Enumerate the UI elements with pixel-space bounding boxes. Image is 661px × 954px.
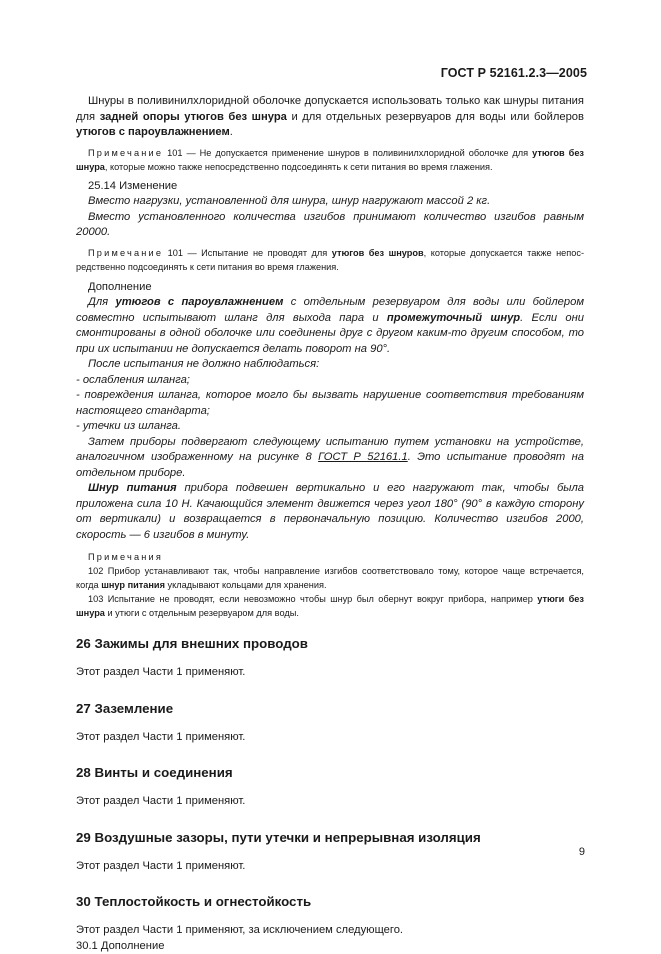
paragraph-pvc-cords: Шнуры в поливинилхлоридной оболочке допускается использовать только как шнуры питания для задней опоры утюгов без шнура и для отдельных резервуаров для воды или бойлеров утюгов с пароувлажнением. (76, 94, 584, 141)
section-26-heading: 26 Зажимы для внешних проводов (76, 636, 584, 651)
addition-paragraph-4: Шнур питания прибора подвешен вертикально и его нагружают так, чтобы была приложена сила 10 Н. Качающийся элемент движется через угол 180° (90° в каждую сторону от вертикали) и возвращается в первоначальную позицию. Количество изгибов 2000, скорость — 6 изгибов в минуту. (76, 481, 584, 543)
addition-paragraph-2: После испытания не должно наблюдаться: (76, 357, 584, 373)
document-code-header: ГОСТ Р 52161.2.3—2005 (441, 66, 587, 80)
notes-title: Примечания (76, 550, 584, 564)
section-27-heading: 27 Заземление (76, 701, 584, 716)
note-103: 103 Испытание не проводят, если невозможно чтобы шнур был обернут вокруг прибора, например утюги без шнура и утюги с отдельным резервуаром для воды. (76, 592, 584, 620)
addition-title: Дополнение (76, 280, 584, 296)
addition-list-item-1: - ослабления шланга; (76, 373, 584, 389)
addition-paragraph-3: Затем приборы подвергают следующему испытанию путем установки на устройстве, аналогичном изображенному на рисунке 8 ГОСТ Р 52161.1. Это испытание проводят на отдельном приборе. (76, 435, 584, 482)
addition-list-item-2: - повреждения шланга, которое могло бы вызвать нарушение соответствия требованиям настоящего стандарта; (76, 388, 584, 419)
addition-paragraph-1: Для утюгов с пароувлажнением с отдельным резервуаром для воды или бойлером совместно испытывают шланг для выхода пара и промежуточный шнур. Если они смонтированы в одной оболочке или соединены друг с другом каким-то другим способом, то при их испытании не допускается делать поворот на 90°. (76, 295, 584, 357)
section-26-text: Этот раздел Части 1 применяют. (76, 665, 584, 681)
section-30-heading: 30 Теплостойкость и огнестойкость (76, 894, 584, 909)
page-number: 9 (579, 846, 585, 858)
section-25-14-line-2: Вместо установленного количества изгибов принимают количество изгибов равным 20000. (76, 210, 584, 241)
section-30-1-title: 30.1 Дополнение (76, 939, 584, 954)
section-28-heading: 28 Винты и соединения (76, 765, 584, 780)
section-29-text: Этот раздел Части 1 применяют. (76, 859, 584, 875)
section-25-14-line-1: Вместо нагрузки, установленной для шнура, шнур нагружают массой 2 кг. (76, 194, 584, 210)
section-30-text: Этот раздел Части 1 применяют, за исключением следующего. (76, 923, 584, 939)
addition-list-item-3: - утечки из шланга. (76, 419, 584, 435)
note-101-test: Примечание 101 — Испытание не проводят для утюгов без шнуров, которые допускается также непосредственно подсоединять к сети питания во время глажения. (76, 246, 584, 274)
section-27-text: Этот раздел Части 1 применяют. (76, 730, 584, 746)
gost-reference-link[interactable]: ГОСТ Р 52161.1 (318, 451, 408, 463)
section-28-text: Этот раздел Части 1 применяют. (76, 794, 584, 810)
section-25-14-title: 25.14 Изменение (76, 179, 584, 195)
note-102: 102 Прибор устанавливают так, чтобы направление изгибов соответствовало тому, которое чаще встречается, когда шнур питания укладывают кольцами для хранения. (76, 564, 584, 592)
section-29-heading: 29 Воздушные зазоры, пути утечки и непрерывная изоляция (76, 830, 584, 845)
page-content (76, 94, 584, 954)
note-101-pvc: Примечание 101 — Не допускается применение шнуров в поливинилхлоридной оболочке для утюгов без шнура, которые можно также непосредственно подсоединять к сети питания во время глажения. (76, 146, 584, 174)
